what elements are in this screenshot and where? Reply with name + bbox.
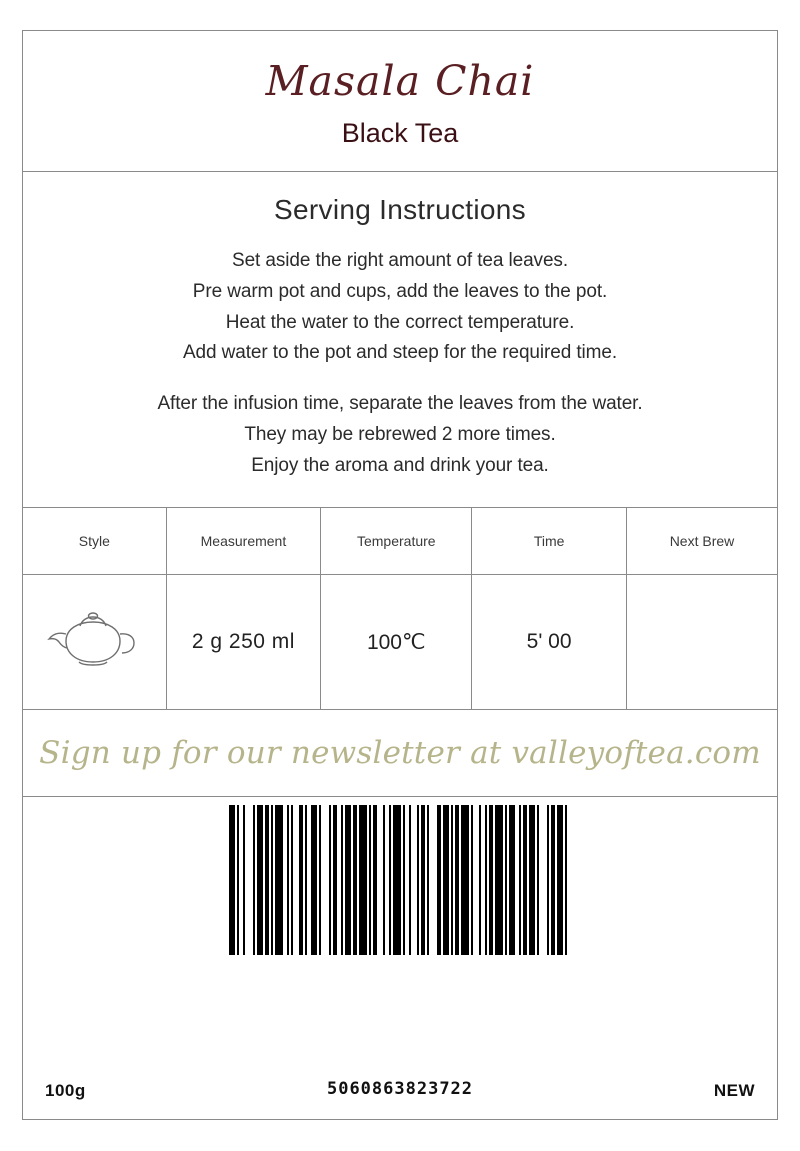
- serving-line: After the infusion time, separate the leaves from the water.: [157, 393, 643, 415]
- page-title: Masala Chai: [265, 57, 535, 105]
- column-header-style: Style: [23, 508, 166, 575]
- tea-type-subtitle: Black Tea: [341, 118, 459, 149]
- barcode-bar: [359, 805, 367, 955]
- teapot-icon: [24, 603, 165, 681]
- serving-line: They may be rebrewed 2 more times.: [244, 423, 556, 445]
- temperature-cell: 100℃: [321, 575, 472, 710]
- newsletter-text: Sign up for our newsletter at valleyoftea.com: [39, 735, 761, 772]
- table-header-row: [23, 508, 777, 575]
- barcode-bar: [495, 805, 503, 955]
- measurement-cell: [166, 575, 321, 710]
- barcode-section: [23, 797, 777, 1119]
- serving-line: Enjoy the aroma and drink your tea.: [251, 454, 549, 476]
- barcode-bar: [461, 805, 469, 955]
- measurement-value: 2 g 250 ml: [191, 630, 295, 654]
- column-header-measurement: Measurement: [166, 508, 321, 575]
- tea-label: [22, 30, 778, 1120]
- style-cell: [23, 575, 166, 710]
- barcode-bar: [567, 805, 571, 955]
- column-header-temperature: Temperature: [321, 508, 472, 575]
- time-cell: 5' 00: [472, 575, 627, 710]
- newsletter-banner: [23, 710, 777, 797]
- barcode-bar: [393, 805, 401, 955]
- label-header: [23, 31, 777, 172]
- serving-line: Add water to the pot and steep for the required time.: [182, 342, 618, 364]
- serving-line: Pre warm pot and cups, add the leaves to the pot.: [192, 280, 608, 302]
- serving-paragraph-gap: [23, 369, 777, 389]
- serving-line: Heat the water to the correct temperature.: [225, 311, 575, 333]
- barcode-bar: [429, 805, 437, 955]
- table-row: [23, 575, 777, 710]
- barcode-bar: [539, 805, 547, 955]
- barcode-bar: [321, 805, 329, 955]
- net-weight: 100g: [45, 1081, 86, 1100]
- serving-instructions-section: [23, 172, 777, 508]
- barcode-bar: [275, 805, 283, 955]
- next-brew-cell: [626, 575, 777, 710]
- column-header-next-brew: Next Brew: [626, 508, 777, 575]
- barcode-number: 5060863823722: [326, 1079, 474, 1099]
- new-badge: NEW: [713, 1081, 755, 1100]
- serving-instructions-title: Serving Instructions: [274, 194, 526, 226]
- column-header-time: Time: [472, 508, 627, 575]
- brew-parameters-table: [23, 508, 777, 710]
- barcode-bar: [245, 805, 253, 955]
- serving-line: Set aside the right amount of tea leaves.: [232, 250, 568, 272]
- barcode-image: [229, 805, 571, 955]
